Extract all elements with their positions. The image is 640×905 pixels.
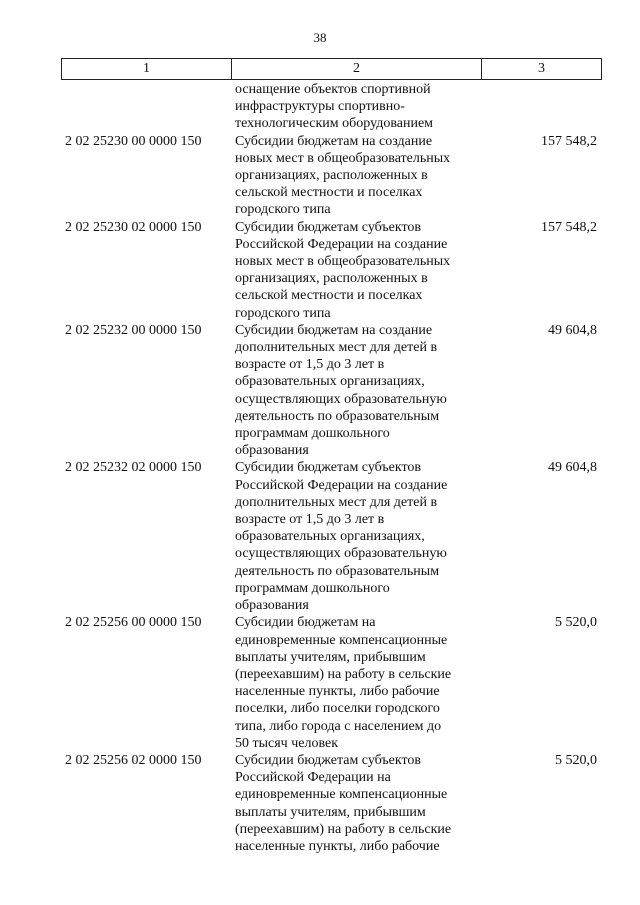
description-line: Субсидии бюджетам на создание xyxy=(235,133,433,149)
amount xyxy=(479,81,601,133)
amount: 49 604,8 xyxy=(548,460,597,476)
description-line: возрасте от 1,5 до 3 лет в xyxy=(235,512,385,528)
description-line: образовательных организациях, xyxy=(235,529,425,545)
description-line: образовательных организациях, xyxy=(235,374,425,390)
income-description xyxy=(231,322,479,460)
description-line: Субсидии бюджетам субъектов xyxy=(235,460,422,476)
description-line: деятельность по образовательным xyxy=(235,408,440,424)
description-line: Российской Федерации на создание xyxy=(235,477,448,493)
description-line: 50 тысяч человек xyxy=(235,735,339,751)
amount: 49 604,8 xyxy=(548,322,597,338)
description-line: (переехавшим) на работу в сельские xyxy=(235,821,452,837)
amount: 5 520,0 xyxy=(555,615,597,631)
amount: 157 548,2 xyxy=(541,133,597,149)
description-line: осуществляющих образовательную xyxy=(235,546,447,562)
description-line: выплаты учителям, прибывшим xyxy=(235,649,426,665)
budget-code: 2 02 25256 02 0000 150 xyxy=(65,752,202,768)
table-body xyxy=(61,81,601,855)
budget-code: 2 02 25232 02 0000 150 xyxy=(65,460,202,476)
budget-code: 2 02 25230 02 0000 150 xyxy=(65,219,202,235)
description-line: Российской Федерации на создание xyxy=(235,236,448,252)
description-line: оснащение объектов спортивной xyxy=(235,82,431,97)
income-description xyxy=(231,752,479,855)
income-description xyxy=(231,459,479,614)
description-line: городского типа xyxy=(235,305,331,321)
column-header-2: 2 xyxy=(232,59,482,80)
income-description xyxy=(231,133,479,219)
description-line: Российской Федерации на xyxy=(235,770,391,786)
description-line: сельской местности и поселках xyxy=(235,288,423,304)
table-row xyxy=(61,752,601,855)
income-description xyxy=(231,614,479,752)
description-line: Субсидии бюджетам на xyxy=(235,615,376,631)
description-line: Субсидии бюджетам субъектов xyxy=(235,219,422,235)
income-description xyxy=(231,219,479,322)
description-line: Субсидии бюджетам на создание xyxy=(235,322,433,338)
description-line: Субсидии бюджетам субъектов xyxy=(235,752,422,768)
description-line: инфраструктуры спортивно- xyxy=(235,99,405,115)
table-row xyxy=(61,459,601,614)
budget-code: 2 02 25256 00 0000 150 xyxy=(65,615,202,631)
amount: 157 548,2 xyxy=(541,219,597,235)
description-line: выплаты учителям, прибывшим xyxy=(235,804,426,820)
income-description xyxy=(231,81,479,133)
table-header xyxy=(61,58,602,80)
description-line: дополнительных мест для детей в xyxy=(235,494,438,510)
budget-code: 2 02 25232 00 0000 150 xyxy=(65,322,202,338)
description-line: единовременные компенсационные xyxy=(235,632,448,648)
column-header-1: 1 xyxy=(62,59,232,80)
description-line: технологическим оборудованием xyxy=(235,116,434,132)
description-line: образования xyxy=(235,443,309,459)
table-row xyxy=(61,81,601,133)
description-line: новых мест в общеобразовательных xyxy=(235,254,451,270)
description-line: дополнительных мест для детей в xyxy=(235,340,438,356)
description-line: населенные пункты, либо рабочие xyxy=(235,838,440,854)
description-line: городского типа xyxy=(235,202,331,218)
column-header-3: 3 xyxy=(482,59,602,80)
table-row xyxy=(61,133,601,219)
amount: 5 520,0 xyxy=(555,752,597,768)
description-line: новых мест в общеобразовательных xyxy=(235,150,451,166)
budget-code: 2 02 25230 00 0000 150 xyxy=(65,133,202,149)
budget-code xyxy=(61,81,231,133)
description-line: типа, либо города с населением до xyxy=(235,718,442,734)
table-row xyxy=(61,219,601,322)
description-line: программам дошкольного xyxy=(235,580,390,596)
description-line: осуществляющих образовательную xyxy=(235,391,447,407)
description-line: организациях, расположенных в xyxy=(235,168,428,184)
table-row xyxy=(61,322,601,460)
description-line: программам дошкольного xyxy=(235,426,390,442)
description-line: населенные пункты, либо рабочие xyxy=(235,684,440,700)
description-line: сельской местности и поселках xyxy=(235,185,423,201)
page-number: 38 xyxy=(313,30,327,45)
description-line: единовременные компенсационные xyxy=(235,787,448,803)
description-line: поселки, либо поселки городского xyxy=(235,701,440,717)
description-line: возрасте от 1,5 до 3 лет в xyxy=(235,357,385,373)
description-line: образования xyxy=(235,598,309,614)
table-row xyxy=(61,614,601,752)
description-line: (переехавшим) на работу в сельские xyxy=(235,666,452,682)
description-line: деятельность по образовательным xyxy=(235,563,440,579)
description-line: организациях, расположенных в xyxy=(235,271,428,287)
